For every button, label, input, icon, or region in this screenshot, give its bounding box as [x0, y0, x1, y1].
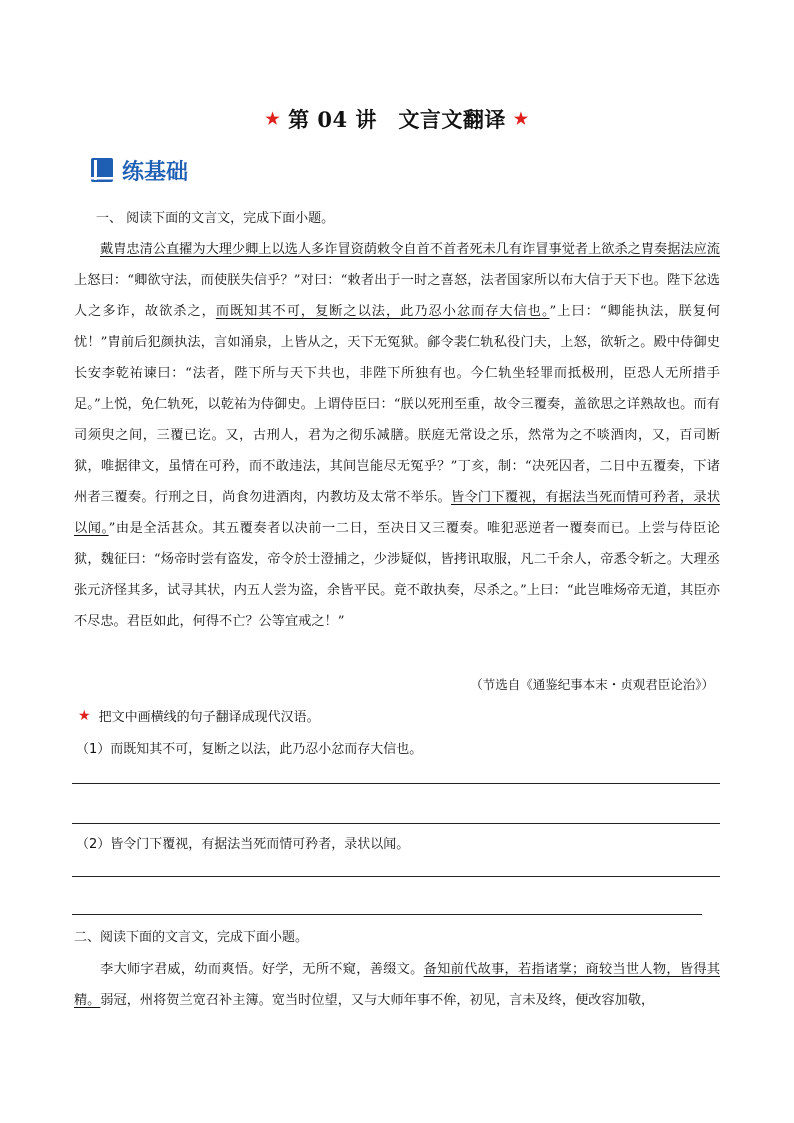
answer-line[interactable] [72, 783, 720, 784]
passage-segment: ”上曰：“卿能执法，朕复何忧！”胄前后犯颜执法，言如涌泉，上皆从之，天下无冤狱。鄃令裴仁轨私役门夫，上怒，欲斩之。殿中侍御史长安李乾祐谏曰：“法者，陛下所与天下共也，非陛下所独有也。今仁轨坐轻罪而抵极刑，臣恐人无所措手足。”上悦，免仁轨死，以乾祐为侍御史。上谓侍臣曰：“朕以死刑至重，故令三覆奏，盖欲思之详熟故也。而有司须臾之间，三覆已讫。又，古刑人，君为之彻乐减膳。朕庭无常设之乐，然常为之不啖酒肉，又，百司断狱，唯据律文，虽情在可矜，而不敢违法，其间岂能尽无冤乎？”丁亥，制：“决死囚者，二日中五覆奏，下诸州者三覆奏。行刑之日，尚食勿进酒肉，内教坊及太常不举乐。 [74, 304, 721, 505]
page-title [0, 104, 794, 134]
task-text: 把文中画横线的句子翻译成现代汉语。 [98, 710, 320, 725]
task-instruction [78, 706, 320, 725]
sentence-1: （1）而既知其不可，复断之以法，此乃忍小忿而存大信也。 [76, 742, 423, 757]
underlined-sentence: 而既知其不可，复断之以法，此乃忍小忿而存大信也。 [215, 304, 550, 319]
book-icon [90, 157, 114, 183]
question-heading: 二、阅读下面的文言文，完成下面小题。 [74, 930, 309, 945]
question-heading: 一、 阅读下面的文言文，完成下面小题。 [96, 211, 335, 226]
underlined-sentence: 备知前代故事，若指诸掌；商较当世人物，皆得其精。 [74, 962, 721, 1008]
passage-text [74, 954, 720, 1016]
section-label: 练基础 [122, 159, 189, 185]
answer-line[interactable] [72, 823, 720, 824]
passage-text [74, 234, 720, 637]
source-citation: （节选自《通鉴纪事本末・贞观君臣论治》） [470, 677, 714, 692]
underlined-sentence: 皆令门下覆视，有据法当死而情可矜者，录状以闻。 [74, 490, 721, 536]
section-header [90, 154, 188, 186]
passage-segment: 上怒曰：“卿欲守法，而使朕失信乎？”对曰：“敕者出于一时之喜怒，法者国家所以布大信于天下也。陛下忿选人之多诈，故欲杀之， [74, 273, 720, 319]
underlined-sentence: 戴胄忠清公直擢为大理少卿上以选人多诈冒资荫敕令自首不首者死未几有诈冒事觉者上欲杀之胄奏据法应流 [100, 242, 720, 257]
passage-segment: 弱冠，州将贺兰宽召补主簿。宽当时位望，又与大师年事不侔，初见，言未及终，便改容加敬， [100, 993, 655, 1008]
passage-segment: 李大师字君威，幼而爽悟。好学，无所不窥，善缀文。 [100, 962, 424, 977]
sentence-2: （2）皆令门下覆视，有据法当死而情可矜者，录状以闻。 [76, 837, 410, 852]
star-icon: ★ [513, 109, 529, 128]
answer-line[interactable] [72, 914, 702, 915]
title-text: 第 04 讲 文言文翻译 [288, 107, 506, 132]
star-icon: ★ [265, 109, 281, 128]
answer-line[interactable] [72, 876, 720, 877]
passage-segment: ”由是全活甚众。其五覆奏者以决前一二日，至决日又三覆奏。唯犯恶逆者一覆奏而已。上尝与侍臣论狱，魏征曰：“炀帝时尝有盗发，帝令於士澄捕之，少涉疑似，皆拷讯取服，凡二千余人，帝悉令斩之。大理丞张元济怪其多，试寻其状，内五人尝为盗，余皆平民。竟不敢执奏，尽杀之。”上曰：“此岂唯炀帝无道，其臣亦不尽忠。君臣如此，何得不亡？公等宜戒之！” [74, 521, 720, 629]
star-icon: ★ [78, 707, 91, 724]
